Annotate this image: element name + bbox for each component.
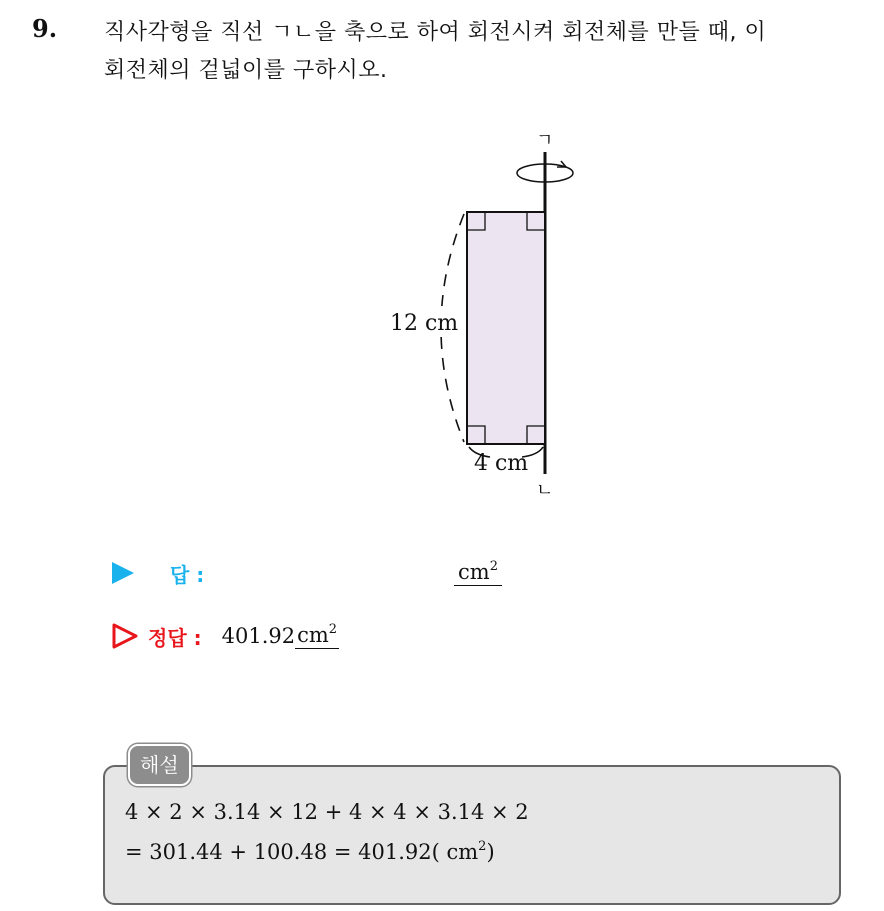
correct-arrow-icon [112, 623, 138, 649]
solution-exponent: 2 [478, 839, 487, 854]
answer-label: 답 : [170, 562, 205, 587]
width-label: 4 cm [474, 451, 529, 476]
solution-line-1: 4 × 2 × 3.14 × 12 + 4 × 4 × 3.14 × 2 [125, 800, 529, 824]
answer-unit: cm [458, 560, 490, 584]
correct-unit [295, 623, 339, 649]
correct-answer-row [112, 620, 339, 652]
correct-unit-text: cm [297, 623, 329, 647]
question-number: 9. [32, 14, 58, 43]
solution-tag: 해설 [128, 744, 191, 786]
correct-label: 정답 : [148, 625, 202, 650]
solution-line-2-suffix: ) [486, 840, 495, 864]
answer-unit-exponent: 2 [489, 559, 498, 574]
correct-value: 401.92 [221, 624, 296, 648]
question-line-1: 직사각형을 직선 ㄱㄴ을 축으로 하여 회전시켜 회전체를 만들 때, 이 [104, 20, 767, 45]
answer-blank[interactable] [454, 560, 502, 586]
solution-line-2 [125, 840, 495, 864]
answer-arrow-icon [112, 562, 134, 584]
answer-row [112, 557, 204, 589]
solution-line-2-text: = 301.44 + 100.48 = 401.92( cm [125, 840, 479, 864]
rectangle-shape [467, 212, 545, 444]
axis-bottom-label: ㄴ [536, 480, 554, 501]
correct-unit-exponent: 2 [328, 622, 338, 637]
question-line-2: 회전체의 겉넓이를 구하시오. [104, 58, 388, 83]
axis-top-label: ㄱ [536, 130, 554, 151]
height-label: 12 cm [390, 311, 459, 336]
solution-box [103, 765, 841, 905]
